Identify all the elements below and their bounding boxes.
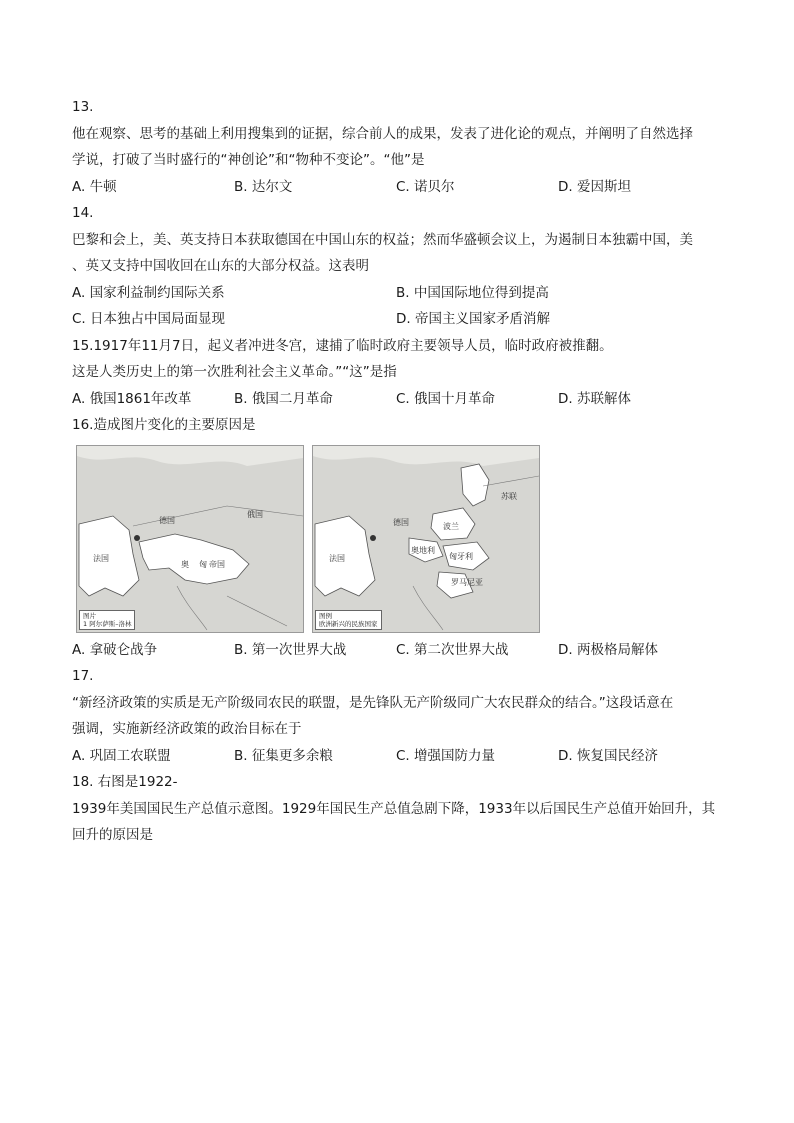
map-before-label-russia: 俄国 — [247, 509, 263, 519]
q17-option-b[interactable]: B. 征集更多余粮 — [234, 747, 333, 764]
map-before-label-germany: 德国 — [159, 515, 175, 525]
q16-option-c[interactable]: C. 第二次世界大战 — [396, 641, 509, 658]
q15-option-b[interactable]: B. 俄国二月革命 — [234, 390, 333, 407]
q15-options — [72, 386, 722, 413]
q18-stem-line-1: 18. 右图是1922- — [72, 774, 178, 790]
q17-options — [72, 743, 722, 770]
q13-stem-line-1: 他在观察、思考的基础上利用搜集到的证据，综合前人的成果，发表了进化论的观点，并阐明了自然选择 — [72, 125, 693, 142]
q13-number: 13. — [72, 99, 94, 115]
q17-stem-line-1: “新经济政策的实质是无产阶级同农民的联盟，是先锋队无产阶级同广大农民群众的结合。”这段话意在 — [72, 694, 674, 711]
map-before-label-austria: 奥 — [181, 559, 189, 569]
q13-stem-line-2: 学说，打破了当时盛行的“神创论”和“物种不变论”。“他”是 — [72, 152, 425, 168]
map-after-label-romania: 罗马尼亚 — [451, 577, 483, 587]
q14-option-d[interactable]: D. 帝国主义国家矛盾消解 — [396, 311, 550, 327]
map-after-label-austria: 奥地利 — [411, 545, 435, 555]
map-after-legend-text: 欧洲新兴的民族国家 — [319, 619, 378, 628]
map-after-legend — [315, 610, 382, 630]
q16-maps — [76, 445, 722, 631]
map-before-label-hungary: 匈 — [199, 559, 207, 569]
q18-stem-line-2: 1939年美国国民生产总值示意图。1929年国民生产总值急剧下降，1933年以后国民生产总值开始回升，其 — [72, 800, 716, 817]
map-after-label-france: 法国 — [329, 553, 345, 563]
map-after-label-ussr: 苏联 — [501, 491, 517, 501]
q13-option-b[interactable]: B. 达尔文 — [234, 178, 293, 195]
q18-stem-line-3: 回升的原因是 — [72, 827, 153, 843]
q17-option-a[interactable]: A. 巩固工农联盟 — [72, 747, 171, 764]
map-after-label-poland: 波兰 — [443, 521, 459, 531]
q13-options — [72, 174, 722, 201]
map-after-legend-title: 图例 — [319, 611, 332, 620]
map-after-label-hungary: 匈牙利 — [449, 551, 473, 561]
map-before-legend-title: 图片 — [83, 611, 96, 620]
q13-option-c[interactable]: C. 诺贝尔 — [396, 178, 455, 195]
q15-option-d[interactable]: D. 苏联解体 — [558, 390, 631, 407]
q17-stem-line-2: 强调，实施新经济政策的政治目标在于 — [72, 721, 302, 737]
q15-option-a[interactable]: A. 俄国1861年改革 — [72, 390, 192, 407]
q16-stem: 16.造成图片变化的主要原因是 — [72, 417, 256, 433]
map-after-label-germany: 德国 — [393, 517, 409, 527]
q15-stem-line-1: 15.1917年11月7日，起义者冲进冬宫，逮捕了临时政府主要领导人员，临时政府被推翻。 — [72, 337, 613, 354]
q13-option-a[interactable]: A. 牛顿 — [72, 178, 117, 195]
q14-number: 14. — [72, 205, 94, 221]
q16-options — [72, 637, 722, 664]
q14-option-b[interactable]: B. 中国国际地位得到提高 — [396, 284, 549, 301]
map-before-label-empire: 帝国 — [209, 559, 225, 569]
map-before-drawing — [77, 446, 303, 632]
q14-option-c[interactable]: C. 日本独占中国局面显现 — [72, 311, 226, 327]
map-before-legend-text: 1 阿尔萨斯–洛林 — [83, 619, 132, 628]
q14-stem-line-2: 、英又支持中国收回在山东的大部分权益。这表明 — [72, 258, 369, 274]
q14-option-a[interactable]: A. 国家利益制约国际关系 — [72, 284, 225, 301]
q15-stem-line-2: 这是人类历史上的第一次胜利社会主义革命。”“这”是指 — [72, 364, 397, 380]
q14-stem-line-1: 巴黎和会上，美、英支持日本获取德国在中国山东的权益；然而华盛顿会议上，为遏制日本独霸中国，美 — [72, 231, 693, 248]
q17-number: 17. — [72, 668, 94, 684]
map-after — [312, 445, 540, 633]
q16-option-a[interactable]: A. 拿破仑战争 — [72, 641, 158, 658]
map-before-label-france: 法国 — [93, 553, 109, 563]
q13-option-d[interactable]: D. 爱因斯坦 — [558, 178, 631, 195]
map-before-legend — [79, 610, 135, 630]
q16-option-d[interactable]: D. 两极格局解体 — [558, 641, 658, 658]
map-after-drawing — [313, 446, 539, 632]
q17-option-c[interactable]: C. 增强国防力量 — [396, 747, 496, 764]
q14-options — [72, 280, 722, 333]
exam-page — [72, 94, 722, 849]
q17-option-d[interactable]: D. 恢复国民经济 — [558, 747, 658, 764]
q15-option-c[interactable]: C. 俄国十月革命 — [396, 390, 496, 407]
q16-option-b[interactable]: B. 第一次世界大战 — [234, 641, 347, 658]
map-before — [76, 445, 304, 633]
